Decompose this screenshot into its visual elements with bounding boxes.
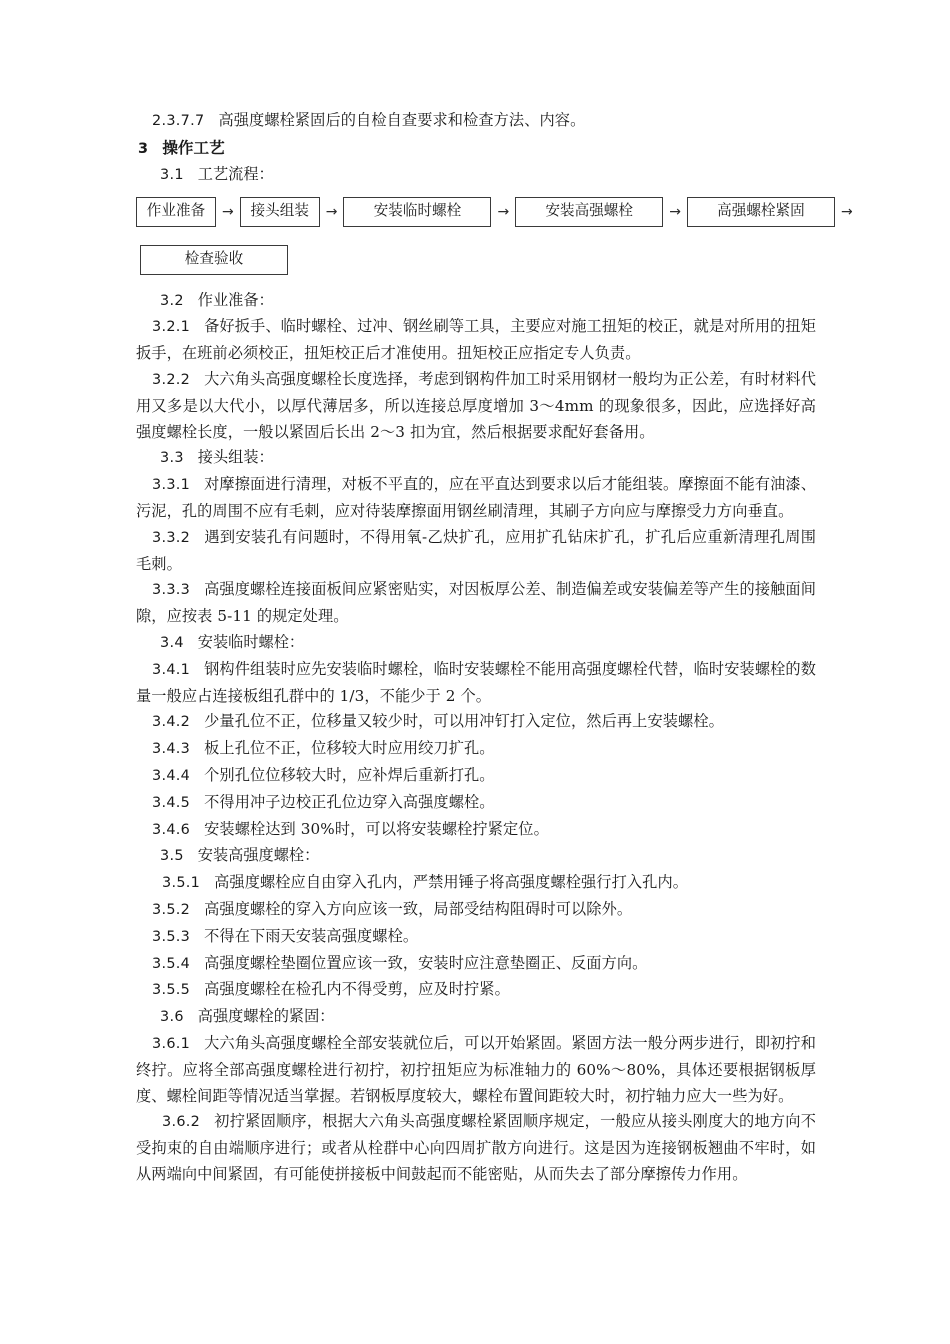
clause-number: 3.3.2	[152, 529, 191, 546]
clause-text: 初拧紧固顺序，根据大六角头高强度螺栓紧固顺序规定，一般应从接头刚度大的地方向不受拘束的自由端顺序进行；或者从栓群中心向四周扩散方向进行。这是因为连接钢板翘曲不牢时，如从两端向中间紧固，有可能使拼接板中间鼓起而不能密贴，从而失去了部分摩擦传力作用。	[136, 1112, 816, 1183]
clause-3-6-1	[136, 1031, 816, 1109]
subsection-3-5	[136, 843, 816, 870]
clause-number: 3.4.2	[152, 714, 191, 731]
clause-number: 3.5.3	[152, 928, 191, 945]
subsection-number: 3.6	[160, 1009, 184, 1026]
clause-3-3-3	[136, 577, 816, 630]
clause-text: 不得用冲子边校正孔位边穿入高强度螺栓。	[204, 792, 495, 811]
clause-number: 3.3.1	[152, 477, 191, 494]
flow-step-5[interactable]: 高强螺栓紧固	[687, 197, 835, 227]
clause-3-4-6	[136, 817, 816, 844]
subsection-number: 3.4	[160, 634, 184, 651]
clause-3-3-2	[136, 525, 816, 578]
flow-step-2[interactable]: 接头组装	[240, 197, 320, 227]
clause-text: 高强度螺栓在检孔内不得受剪，应及时拧紧。	[204, 980, 510, 999]
flow-arrow-icon: →	[669, 203, 681, 220]
clause-2-3-7-7	[136, 108, 816, 135]
clause-text: 钢构件组装时应先安装临时螺栓，临时安装螺栓不能用高强度螺栓代替，临时安装螺栓的数量一般应占连接板组孔群中的 1/3，不能少于 2 个。	[136, 659, 816, 705]
clause-3-5-3	[136, 924, 816, 951]
subsection-3-4	[136, 630, 816, 657]
clause-number: 3.6.1	[152, 1035, 191, 1052]
subsection-title: 作业准备：	[197, 290, 274, 309]
clause-3-5-1	[136, 870, 816, 897]
clause-text: 大六角头高强度螺栓长度选择，考虑到钢构件加工时采用钢材一般均为正公差，有时材料代用又多是以大代小，以厚代薄居多，所以连接总厚度增加 3～4mm 的现象很多，因此，应选择好高强度螺栓长度，一般以紧固后长出 2～3 扣为宜，然后根据要求配好套备用。	[136, 369, 816, 441]
clause-number: 3.2.1	[152, 319, 191, 336]
clause-3-4-5	[136, 790, 816, 817]
clause-number: 3.4.4	[152, 767, 191, 784]
flow-arrow-icon: →	[840, 203, 853, 220]
clause-text: 高强度螺栓应自由穿入孔内，严禁用锤子将高强度螺栓强行打入孔内。	[214, 873, 689, 892]
flow-row-1	[136, 196, 853, 228]
section-number: 3	[138, 140, 149, 157]
clause-3-4-1	[136, 657, 816, 710]
flow-step-1[interactable]: 作业准备	[136, 197, 216, 227]
clause-text: 遇到安装孔有问题时，不得用氧-乙炔扩孔，应用扩孔钻床扩孔，扩孔后应重新清理孔周围毛刺。	[136, 527, 816, 573]
clause-number: 3.2.2	[152, 371, 191, 388]
subsection-number: 3.1	[160, 166, 184, 183]
clause-number: 3.4.5	[152, 794, 191, 811]
clause-number: 3.4.6	[152, 821, 191, 838]
clause-3-5-2	[136, 897, 816, 924]
clause-number: 3.3.3	[152, 582, 191, 599]
clause-text: 不得在下雨天安装高强度螺栓。	[204, 926, 419, 945]
subsection-title: 安装临时螺栓：	[197, 632, 305, 651]
subsection-number: 3.5	[160, 848, 184, 865]
subsection-3-3	[136, 445, 816, 472]
process-flow-diagram	[136, 196, 853, 284]
clause-text: 高强度螺栓连接面板间应紧密贴实，对因板厚公差、制造偏差或安装偏差等产生的接触面间隙，应按表 5-11 的规定处理。	[136, 580, 816, 626]
clause-text: 对摩擦面进行清理，对板不平直的，应在平直达到要求以后才能组装。摩擦面不能有油漆、污泥，孔的周围不应有毛刺，应对待装摩擦面用钢丝刷清理，其刷子方向应与摩擦受力方向垂直。	[136, 475, 816, 520]
subsection-3-2	[136, 288, 816, 315]
section-title: 操作工艺	[162, 137, 225, 157]
subsection-number: 3.3	[160, 450, 184, 467]
clause-number: 3.6.2	[162, 1114, 201, 1131]
flow-arrow-icon: →	[325, 203, 338, 220]
flow-arrow-icon: →	[497, 203, 510, 220]
clause-3-6-2	[136, 1109, 816, 1187]
clause-text: 安装螺栓达到 30%时，可以将安装螺栓拧紧定位。	[204, 819, 549, 838]
clause-3-2-1	[136, 314, 816, 367]
clause-text: 板上孔位不正，位移较大时应用绞刀扩孔。	[204, 739, 495, 758]
clause-3-2-2	[136, 367, 816, 445]
clause-text: 高强度螺栓紧固后的自检自查要求和检查方法、内容。	[218, 111, 586, 129]
clause-3-5-5	[136, 977, 816, 1004]
section-heading-3	[136, 135, 816, 162]
clause-3-5-4	[136, 951, 816, 978]
flow-step-6[interactable]: 检查验收	[140, 245, 288, 275]
clause-text: 少量孔位不正，位移量又较少时，可以用冲钉打入定位，然后再上安装螺栓。	[204, 712, 724, 731]
clause-text: 备好扳手、临时螺栓、过冲、钢丝刷等工具，主要应对施工扭矩的校正，就是对所用的扭矩扳手，在班前必须校正，扭矩校正后才准使用。扭矩校正应指定专人负责。	[136, 317, 816, 363]
clause-number: 3.4.3	[152, 741, 191, 758]
clause-3-4-4	[136, 763, 816, 790]
subsection-title: 工艺流程：	[197, 164, 274, 183]
clause-text: 大六角头高强度螺栓全部安装就位后，可以开始紧固。紧固方法一般分两步进行，即初拧和终拧。应将全部高强度螺栓进行初拧，初拧扭矩应为标准轴力的 60%～80%，具体还要根据钢板厚度、螺栓间距等情况适当掌握。若钢板厚度较大，螺栓布置间距较大时，初拧轴力应大一些为好。	[136, 1033, 816, 1105]
flow-step-3[interactable]: 安装临时螺栓	[343, 197, 491, 227]
clause-text: 个别孔位位移较大时，应补焊后重新打孔。	[204, 765, 495, 784]
subsection-title: 接头组装：	[197, 448, 274, 467]
subsection-title: 安装高强度螺栓：	[197, 846, 320, 865]
clause-number: 2.3.7.7	[152, 113, 205, 129]
flow-arrow-icon: →	[222, 203, 234, 220]
clause-text: 高强度螺栓垫圈位置应该一致，安装时应注意垫圈正、反面方向。	[204, 953, 648, 972]
subsection-title: 高强度螺栓的紧固：	[197, 1007, 335, 1026]
subsection-3-6	[136, 1004, 816, 1031]
clause-number: 3.5.2	[152, 901, 191, 918]
clause-number: 3.5.4	[152, 955, 191, 972]
clause-3-4-3	[136, 736, 816, 763]
subsection-number: 3.2	[160, 292, 184, 309]
clause-number: 3.5.1	[162, 875, 201, 892]
flow-row-2	[140, 244, 816, 276]
clause-number: 3.4.1	[152, 661, 191, 678]
flow-step-4[interactable]: 安装高强螺栓	[515, 197, 663, 227]
clause-text: 高强度螺栓的穿入方向应该一致，局部受结构阻碍时可以除外。	[204, 899, 633, 918]
document-body	[136, 108, 853, 1188]
clause-3-4-2	[136, 709, 816, 736]
clause-3-3-1	[136, 472, 816, 525]
clause-number: 3.5.5	[152, 982, 191, 999]
subsection-3-1	[136, 162, 816, 189]
